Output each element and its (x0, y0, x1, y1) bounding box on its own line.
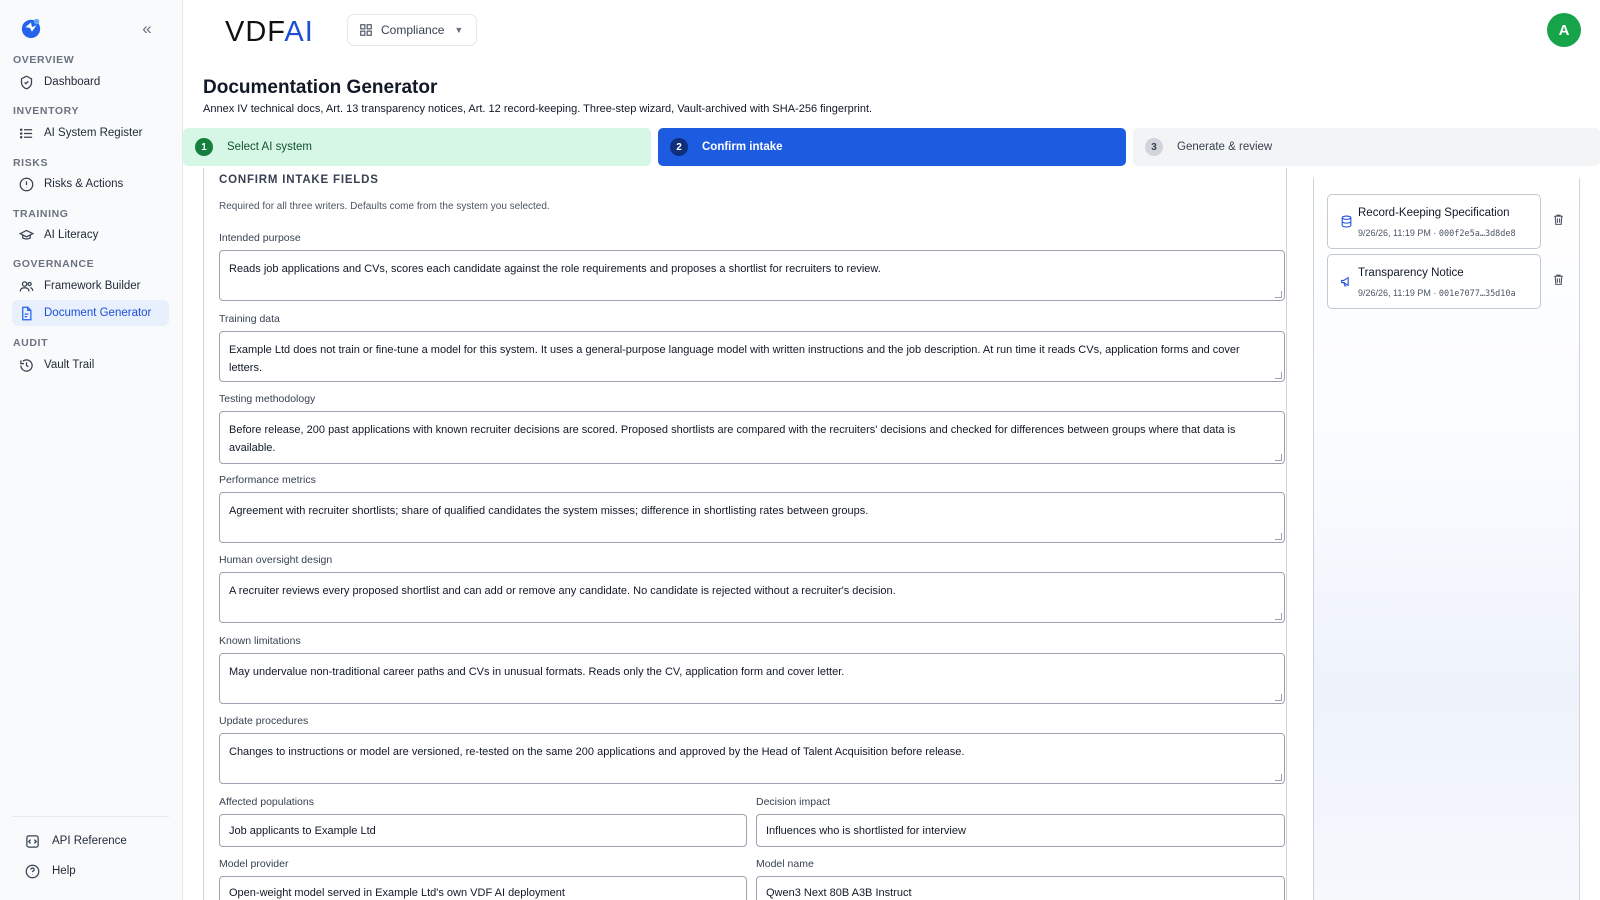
human-oversight-label: Human oversight design (219, 554, 333, 566)
known-limitations-label: Known limitations (219, 635, 301, 647)
step-number: 2 (670, 138, 688, 156)
workspace-label: Compliance (381, 23, 445, 37)
help-icon (25, 864, 40, 879)
field-value: Changes to instructions or model are versioned, re-tested on the same 200 applications and approved by the Head of Talent Acquisition before release. (229, 746, 965, 758)
model-name-label: Model name (756, 858, 814, 870)
resize-handle-icon[interactable] (1275, 533, 1282, 540)
document-timestamp: 9/26/26, 11:19 PM · (1358, 288, 1439, 298)
document-title: Transparency Notice (1358, 267, 1464, 279)
sidebar-item-label: Document Generator (44, 307, 152, 319)
step-generate-review[interactable] (1133, 128, 1600, 166)
sidebar-item-risks-actions[interactable] (12, 171, 169, 197)
step-confirm-intake[interactable] (658, 128, 1126, 166)
page-subtitle: Annex IV technical docs, Art. 13 transparency notices, Art. 12 record-keeping. Three-step wizard, Vault-archived with SHA-256 fingerprint. (203, 103, 873, 115)
section-risks: RISKS (13, 157, 49, 169)
section-audit: AUDIT (13, 337, 49, 349)
alert-circle-icon (19, 177, 34, 192)
page-title: Documentation Generator (203, 77, 438, 98)
shield-icon (19, 75, 34, 90)
generated-documents-panel (1313, 178, 1580, 900)
sidebar-item-label: Risks & Actions (44, 178, 124, 190)
chevron-down-icon: ▼ (454, 25, 464, 35)
section-inventory: INVENTORY (13, 105, 80, 117)
field-value: Reads job applications and CVs, scores each candidate against the role requirements and proposes a shortlist for recruiters to review. (229, 263, 881, 275)
step-number: 1 (195, 138, 213, 156)
affected-populations-field[interactable]: Job applicants to Example Ltd (219, 814, 747, 847)
decision-impact-label: Decision impact (756, 796, 831, 808)
sidebar-footer-label: API Reference (52, 835, 127, 847)
training-data-field[interactable] (219, 331, 1285, 382)
sidebar-item-api-reference[interactable] (25, 830, 127, 852)
step-label: Select AI system (227, 141, 313, 153)
megaphone-icon (1340, 275, 1353, 288)
resize-handle-icon[interactable] (1275, 372, 1282, 379)
section-governance: GOVERNANCE (13, 258, 95, 270)
app-logo-icon[interactable] (20, 17, 42, 39)
sidebar-item-ai-literacy[interactable] (12, 222, 169, 248)
document-meta (1358, 288, 1516, 299)
sidebar-item-document-generator[interactable] (12, 300, 169, 326)
delete-icon[interactable] (1552, 273, 1565, 286)
graduation-cap-icon (19, 228, 34, 243)
resize-handle-icon[interactable] (1275, 774, 1282, 781)
training-data-label: Training data (219, 313, 280, 325)
document-card[interactable] (1327, 254, 1541, 309)
delete-icon[interactable] (1552, 213, 1565, 226)
update-procedures-label: Update procedures (219, 715, 309, 727)
document-hash: 000f2e5a…3d8de8 (1438, 229, 1516, 239)
resize-handle-icon[interactable] (1275, 613, 1282, 620)
list-icon (19, 126, 34, 141)
performance-metrics-label: Performance metrics (219, 474, 316, 486)
known-limitations-field[interactable] (219, 653, 1285, 704)
workspace-select[interactable] (347, 14, 477, 46)
sidebar-item-vault-trail[interactable] (12, 352, 169, 378)
model-provider-label: Model provider (219, 858, 289, 870)
update-procedures-field[interactable] (219, 733, 1285, 784)
model-name-field[interactable]: Qwen3 Next 80B A3B Instruct (756, 876, 1285, 900)
sidebar (0, 0, 183, 900)
api-icon (25, 834, 40, 849)
form-heading: CONFIRM INTAKE FIELDS (219, 174, 379, 186)
resize-handle-icon[interactable] (1275, 694, 1282, 701)
step-label: Generate & review (1177, 141, 1273, 153)
form-help-text: Required for all three writers. Defaults come from the system you selected. (219, 201, 550, 212)
sidebar-item-ai-system-register[interactable] (12, 120, 169, 146)
document-icon (19, 306, 34, 321)
sidebar-item-framework-builder[interactable] (12, 273, 169, 299)
step-label: Confirm intake (702, 141, 783, 153)
collapse-sidebar-icon[interactable]: « (142, 19, 152, 38)
section-overview: OVERVIEW (13, 54, 75, 66)
field-value: Before release, 200 past applications with known recruiter decisions are scored. Proposed shortlists are compared with the recruiters' decisions and checked for differences between groups where that data is available. (229, 424, 1236, 454)
sidebar-item-label: Vault Trail (44, 359, 95, 371)
sidebar-item-label: AI Literacy (44, 229, 99, 241)
field-value: A recruiter reviews every proposed shortlist and can add or remove any candidate. No candidate is rejected without a recruiter's decision. (229, 585, 896, 597)
sidebar-item-help[interactable] (25, 860, 76, 882)
brand-accent-text: AI (284, 16, 314, 48)
field-value: Agreement with recruiter shortlists; share of qualified candidates the system misses; difference in shortlisting rates between groups. (229, 505, 869, 517)
sidebar-divider (12, 816, 169, 817)
decision-impact-field[interactable]: Influences who is shortlisted for interview (756, 814, 1285, 847)
avatar[interactable]: A (1547, 13, 1581, 47)
brand-main-text: VDF (225, 16, 285, 48)
field-value: Example Ltd does not train or fine-tune a model for this system. It uses a general-purpose language model with written instructions and the job description. At run time it reads CVs, application forms and cover letters. (229, 344, 1240, 374)
document-title: Record-Keeping Specification (1358, 207, 1510, 219)
testing-methodology-label: Testing methodology (219, 393, 316, 405)
grid-icon (359, 23, 373, 37)
sidebar-item-label: AI System Register (44, 127, 143, 139)
resize-handle-icon[interactable] (1275, 454, 1282, 461)
document-card[interactable] (1327, 194, 1541, 249)
testing-methodology-field[interactable] (219, 411, 1285, 464)
intake-form (203, 168, 1287, 900)
brand-logo[interactable] (225, 16, 314, 48)
step-number: 3 (1145, 138, 1163, 156)
model-provider-field[interactable]: Open-weight model served in Example Ltd's own VDF AI deployment (219, 876, 747, 900)
document-timestamp: 9/26/26, 11:19 PM · (1358, 228, 1439, 238)
sidebar-item-label: Dashboard (44, 76, 101, 88)
performance-metrics-field[interactable] (219, 492, 1285, 543)
affected-populations-label: Affected populations (219, 796, 314, 808)
sidebar-item-dashboard[interactable] (12, 69, 169, 95)
database-icon (1340, 215, 1353, 228)
sidebar-footer-label: Help (52, 865, 76, 877)
resize-handle-icon[interactable] (1275, 291, 1282, 298)
document-hash: 001e7077…35d10a (1438, 289, 1516, 299)
history-icon (19, 358, 34, 373)
sidebar-item-label: Framework Builder (44, 280, 141, 292)
human-oversight-field[interactable] (219, 572, 1285, 623)
field-value: May undervalue non-traditional career paths and CVs in unusual formats. Reads only the CV, application form and cover letter. (229, 666, 845, 678)
section-training: TRAINING (13, 208, 69, 220)
intended-purpose-label: Intended purpose (219, 232, 301, 244)
users-icon (19, 279, 34, 294)
step-select-ai-system[interactable] (183, 128, 651, 166)
document-meta (1358, 228, 1516, 239)
intended-purpose-field[interactable] (219, 250, 1285, 301)
